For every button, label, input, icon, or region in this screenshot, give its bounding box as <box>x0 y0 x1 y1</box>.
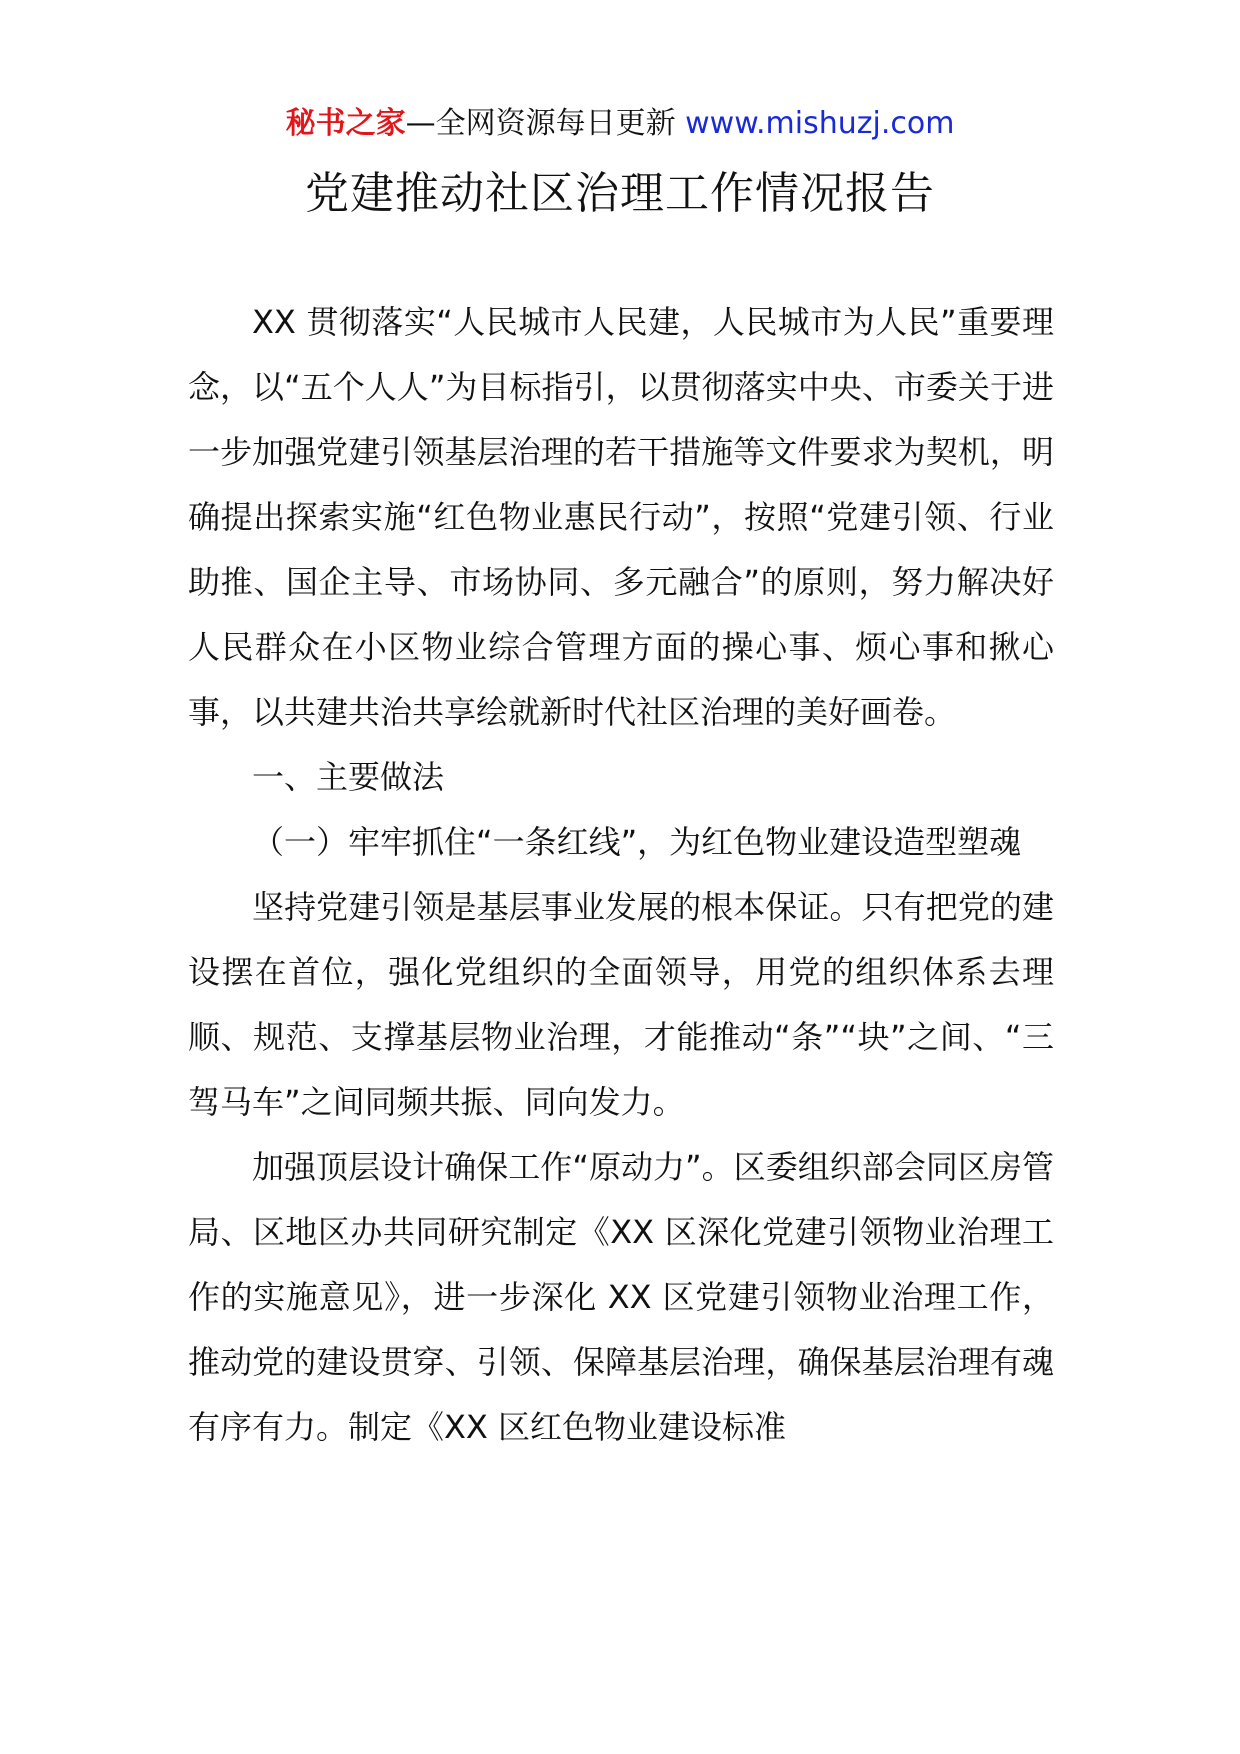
document-title: 党建推动社区治理工作情况报告 <box>305 168 935 219</box>
header-tagline: —全网资源每日更新 <box>405 106 676 141</box>
document-body <box>188 290 1054 1460</box>
subsection-heading: （一）牢牢抓住“一条红线”，为红色物业建设造型塑魂 <box>252 823 1022 861</box>
brand-name: 秘书之家 <box>285 106 406 141</box>
body-paragraph: 加强顶层设计确保工作“原动力”。区委组织部会同区房管局、区地区办共同研究制定《XX 区深化党建引领物业治理工作的实施意见》，进一步深化 XX 区党建引领物业治理工作，推动党的建设贯穿、引领、保障基层治理，确保基层治理有魂有序有力。制定《XX 区红色物业建设标准 <box>188 1148 1054 1446</box>
site-url-link[interactable]: www.mishuzj.com <box>685 106 955 141</box>
section-heading: 一、主要做法 <box>252 758 445 796</box>
site-header <box>0 102 1240 146</box>
body-paragraph: 坚持党建引领是基层事业发展的根本保证。只有把党的建设摆在首位，强化党组织的全面领导，用党的组织体系去理顺、规范、支撑基层物业治理，才能推动“条”“块”之间、“三驾马车”之间同频共振、同向发力。 <box>188 888 1054 1121</box>
intro-paragraph: XX 贯彻落实“人民城市人民建，人民城市为人民”重要理念，以“五个人人”为目标指引，以贯彻落实中央、市委关于进一步加强党建引领基层治理的若干措施等文件要求为契机，明确提出探索实施“红色物业惠民行动”，按照“党建引领、行业助推、国企主导、市场协同、多元融合”的原则，努力解决好人民群众在小区物业综合管理方面的操心事、烦心事和揪心事，以共建共治共享绘就新时代社区治理的美好画卷。 <box>188 303 1054 731</box>
